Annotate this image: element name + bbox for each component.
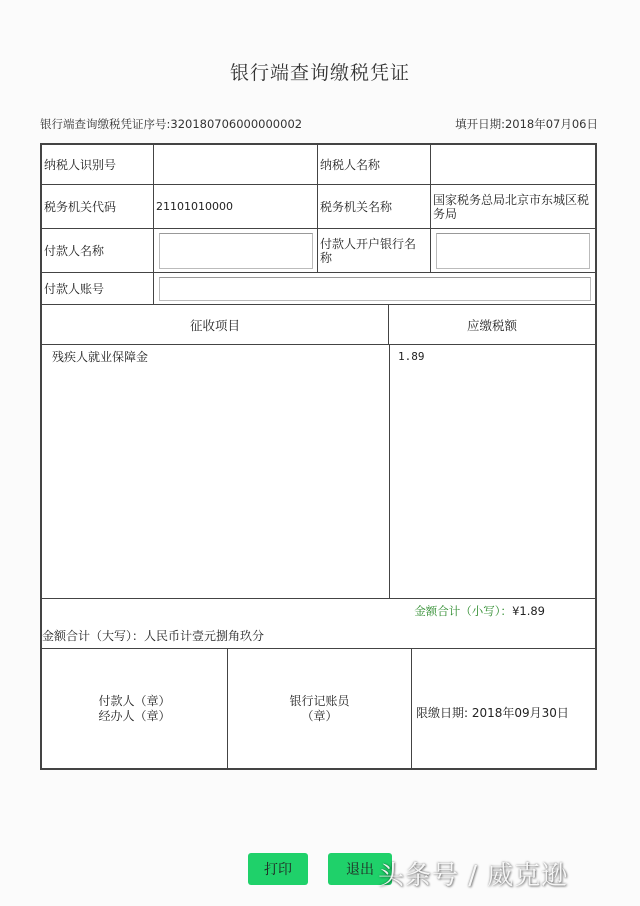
fill-date: 填开日期:2018年07月06日 [455,117,598,131]
payer-bank-input[interactable] [436,233,590,269]
items-divider [389,345,390,598]
bank-clerk-label: 银行记账员 [289,694,350,708]
payer-account-cell [154,273,595,304]
taxpayer-id-label: 纳税人识别号 [42,145,154,184]
payer-name-input[interactable] [159,233,313,269]
print-button[interactable]: 打印 [248,853,308,885]
items-area [42,345,595,599]
tax-office-code-label: 税务机关代码 [42,185,154,228]
col-amount-header: 应缴税额 [466,317,517,333]
payer-name-label: 付款人名称 [42,229,154,272]
payer-bank-cell [431,229,595,272]
subtotal-label: 金额合计（小写）： [414,604,513,618]
items-header [42,305,595,345]
item-amount: 1.89 [398,350,425,363]
payer-seal-label: 付款人（章） [98,694,171,708]
payer-account-input[interactable] [159,277,591,301]
item-name: 残疾人就业保障金 [52,350,149,364]
serial-number: 银行端查询缴税凭证序号:320180706000000002 [40,117,303,131]
bank-seal-label: （章） [301,709,338,723]
tax-office-name-value: 国家税务总局北京市东城区税务局 [433,192,590,221]
subtotal-value: ¥1.89 [512,604,545,618]
voucher-form [40,143,597,770]
col-item-header: 征收项目 [42,305,389,344]
row-account [42,273,595,305]
payer-account-label: 付款人账号 [42,273,154,304]
taxpayer-id-value [154,145,318,184]
row-payer [42,229,595,273]
taxpayer-name-label: 纳税人名称 [318,145,431,184]
tax-office-code-value: 21101010000 [154,185,318,228]
tax-office-name-label: 税务机关名称 [318,185,431,228]
subtotal [414,603,545,619]
deadline-cell [412,649,595,770]
row-taxpayer [42,145,595,185]
payer-bank-label: 付款人开户银行名称 [318,229,431,272]
exit-button[interactable]: 退出 [328,853,392,885]
document-title: 银行端查询缴税凭证 [229,62,410,84]
taxpayer-name-value [431,145,595,184]
signature-row [42,648,595,770]
total-in-words: 金额合计（大写）：人民币计壹元捌角玖分 [42,629,265,643]
handler-seal-label: 经办人（章） [98,709,171,723]
bank-signature [228,649,412,770]
row-tax-office [42,185,595,229]
payer-signature [42,649,228,770]
payer-name-cell [154,229,318,272]
watermark: 头条号 / 威克逊 [378,861,569,891]
payment-deadline: 限缴日期: 2018年09月30日 [416,706,569,720]
